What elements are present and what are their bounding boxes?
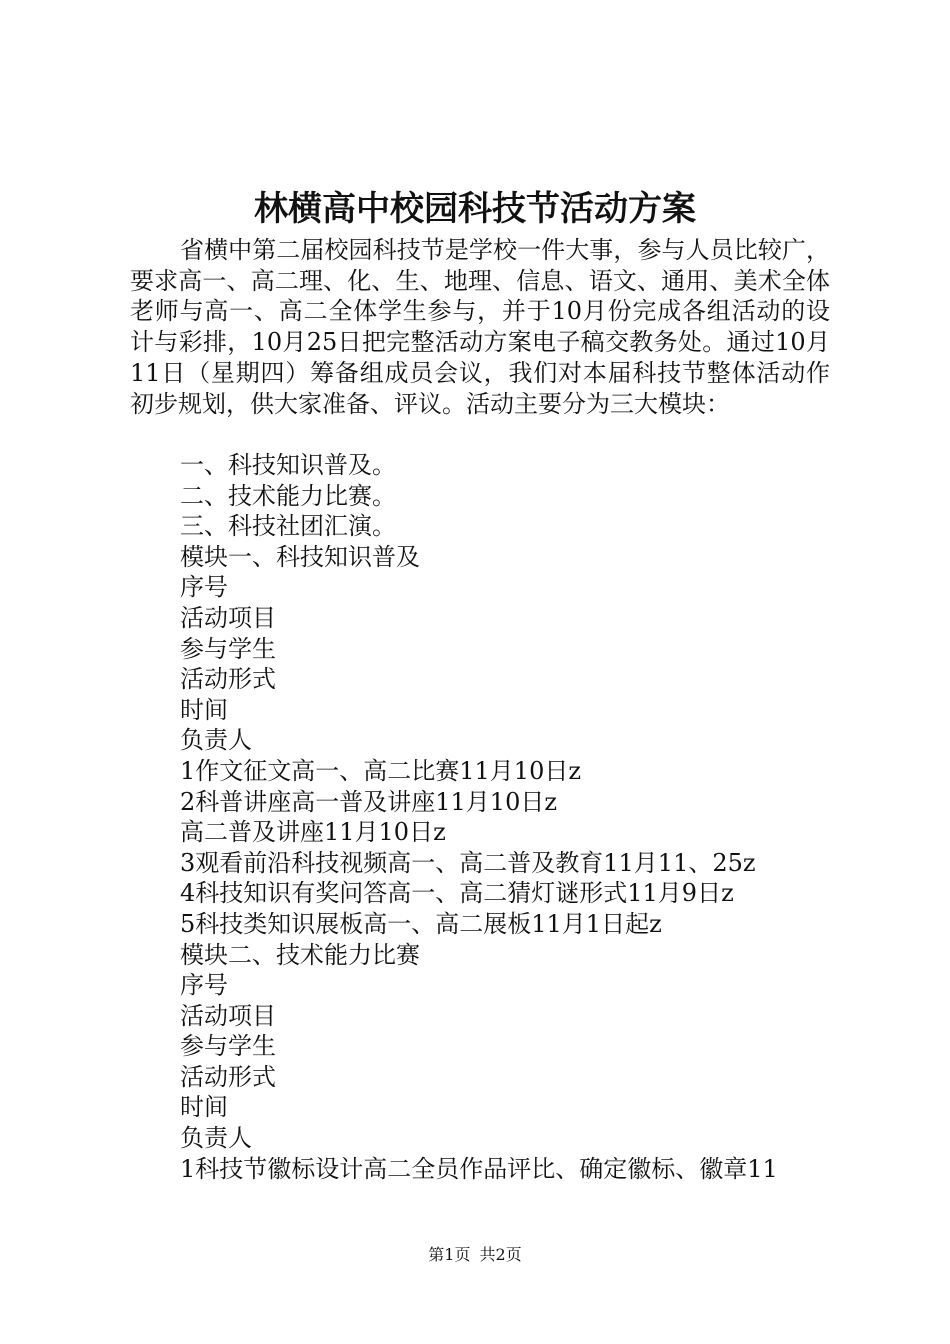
content-line: 3观看前沿科技视频高一、高二普及教育11月11、25z bbox=[180, 848, 756, 877]
content-line: 负责人 bbox=[180, 1124, 252, 1153]
content-lines bbox=[180, 450, 840, 1184]
content-line: 参与学生 bbox=[180, 634, 276, 663]
content-line: 5科技类知识展板高一、高二展板11月1日起z bbox=[180, 909, 662, 938]
page-footer bbox=[0, 1244, 950, 1266]
content-line: 时间 bbox=[180, 695, 228, 724]
content-line: 1科技节徽标设计高二全员作品评比、确定徽标、徽章11 bbox=[180, 1154, 778, 1183]
content-line: 活动项目 bbox=[180, 603, 276, 632]
content-line: 活动项目 bbox=[180, 1001, 276, 1030]
content-line: 序号 bbox=[180, 971, 228, 1000]
content-line: 一、科技知识普及。 bbox=[180, 451, 396, 479]
content-line: 活动形式 bbox=[180, 1062, 276, 1091]
document-title: 林横高中校园科技节活动方案 bbox=[254, 189, 696, 229]
content-line: 序号 bbox=[180, 573, 228, 602]
content-line: 4科技知识有奖问答高一、高二猜灯谜形式11月9日z bbox=[180, 879, 734, 908]
content-line: 三、科技社团汇演。 bbox=[180, 512, 396, 541]
content-line: 二、技术能力比赛。 bbox=[180, 481, 396, 510]
content-line: 参与学生 bbox=[180, 1032, 276, 1061]
page-number: 第1页 bbox=[428, 1245, 471, 1264]
content-line: 活动形式 bbox=[180, 665, 276, 694]
content-line: 高二普及讲座11月10日z bbox=[180, 818, 446, 847]
content-line: 1作文征文高一、高二比赛11月10日z bbox=[180, 756, 581, 785]
content-line: 负责人 bbox=[180, 726, 252, 755]
module-heading: 模块一、科技知识普及 bbox=[180, 542, 420, 571]
content-line: 2科普讲座高一普及讲座11月10日z bbox=[180, 787, 557, 816]
module-heading: 模块二、技术能力比赛 bbox=[180, 940, 420, 969]
intro-paragraph: 省横中第二届校园科技节是学校一件大事，参与人员比较广，要求高一、高二理、化、生、地理、信息、语文、通用、美术全体老师与高一、高二全体学生参与，并于10月份完成各组活动的设计与彩排，10月25日把完整活动方案电子稿交教务处。通过10月11日（星期四）筹备组成员会议，我们对本届科技节整体活动作初步规划，供大家准备、评议。活动主要分为三大模块： bbox=[130, 236, 830, 418]
content-line: 时间 bbox=[180, 1093, 228, 1122]
page-total: 共2页 bbox=[479, 1245, 522, 1264]
